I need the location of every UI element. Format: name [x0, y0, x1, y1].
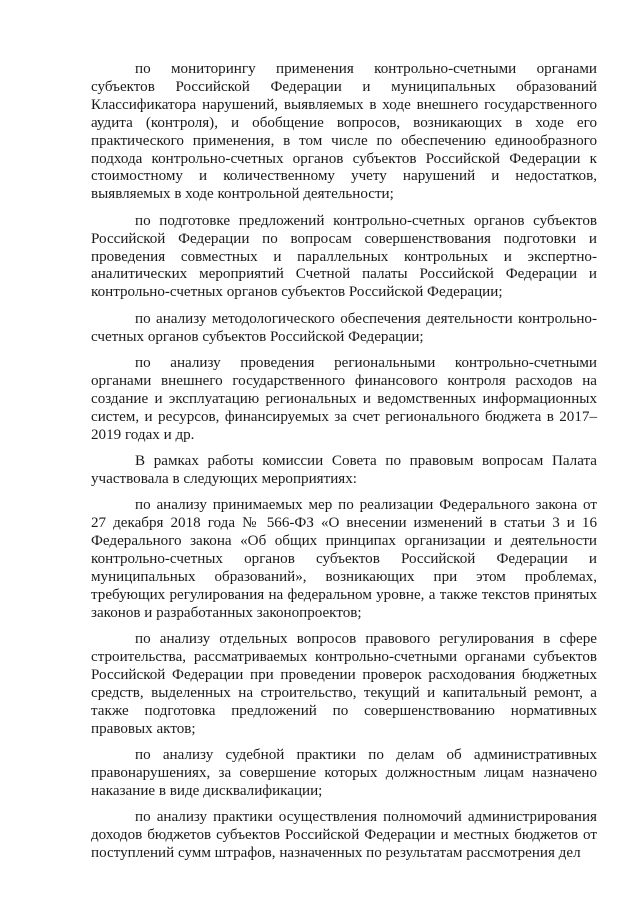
paragraph-construction-regulation: по анализу отдельных вопросов правового регулирования в сфере строительства, рассматриваемых контрольно-счетными органами субъектов Российской Федерации при проведении проверок расходования бюджетных средств, выделенных на строительство, текущий и капитальный ремонт, а также подготовка предложений по совершенствованию нормативных правовых актов; [91, 631, 597, 737]
paragraph-monitoring-classifier: по мониторингу применения контрольно-счетными органами субъектов Российской Федерации и муниципальных образований Классификатора нарушений, выявляемых в ходе внешнего государственного аудита (контроля), и обобщение вопросов, возникающих в ходе его практического применения, в том числе по обеспечению единообразного подхода контрольно-счетных органов субъектов Российской Федерации к стоимостному и количественному учету нарушений и недостатков, выявляемых в ходе контрольной деятельности; [91, 61, 597, 203]
paragraph-federal-law-566: по анализу принимаемых мер по реализации Федерального закона от 27 декабря 2018 года № 566-ФЗ «О внесении изменений в статьи 3 и 16 Федерального закона «Об общих принципах организации и деятельности контрольно-счетных органов субъектов Российской Федерации и муниципальных образований», возникающих при этом проблемах, требующих регулирования на федеральном уровне, а также текстов принятых законов и разработанных законопроектов; [91, 497, 597, 621]
paragraph-joint-events-proposals: по подготовке предложений контрольно-счетных органов субъектов Российской Федерации по вопросам совершенствования подготовки и проведения совместных и параллельных контрольных и экспертно-аналитических мероприятий Счетной палаты Российской Федерации и контрольно-счетных органов субъектов Российской Федерации; [91, 212, 597, 301]
paragraph-judicial-practice: по анализу судебной практики по делам об административных правонарушениях, за совершение которых должностным лицам назначено наказание в виде дисквалификации; [91, 747, 597, 800]
document-page [91, 61, 597, 872]
paragraph-legal-commission-intro: В рамках работы комиссии Совета по правовым вопросам Палата участвовала в следующих мероприятиях: [91, 453, 597, 488]
paragraph-information-systems-analysis: по анализу проведения региональными контрольно-счетными органами внешнего государственного финансового контроля расходов на создание и эксплуатацию региональных и ведомственных информационных систем, и ресурсов, финансируемых за счет регионального бюджета в 2017–2019 годах и др. [91, 355, 597, 443]
paragraph-revenue-administration: по анализу практики осуществления полномочий администрирования доходов бюджетов субъектов Российской Федерации и местных бюджетов от поступлений сумм штрафов, назначенных по результатам рассмотрения дел [91, 809, 597, 862]
paragraph-methodology-analysis: по анализу методологического обеспечения деятельности контрольно-счетных органов субъектов Российской Федерации; [91, 310, 597, 345]
